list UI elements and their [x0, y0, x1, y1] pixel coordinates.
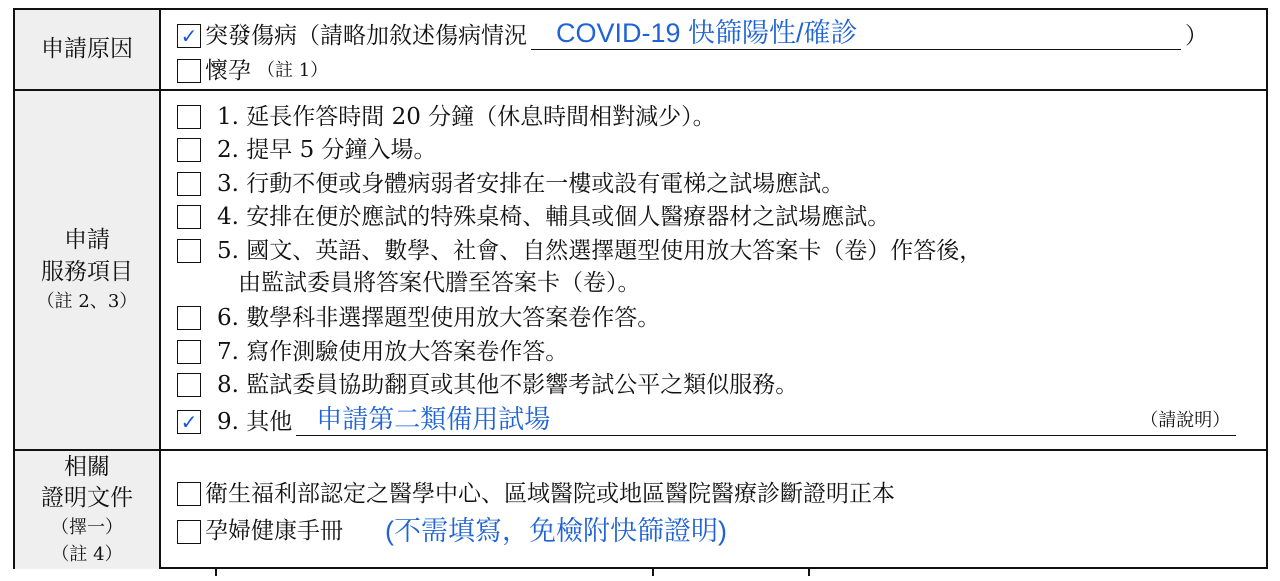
document-option-1-text: 衛生福利部認定之醫學中心、區域醫院或地區醫院醫療診斷證明正本 — [205, 480, 895, 507]
service-6-text: 6. 數學科非選擇題型使用放大答案卷作答。 — [217, 304, 661, 331]
document-option-2-handwritten-note: (不需填寫，免檢附快篩證明) — [385, 516, 727, 546]
service-8-checkbox[interactable] — [177, 373, 201, 397]
services-row — [15, 91, 1266, 451]
bottom-table-tick — [808, 568, 810, 576]
service-9-filled-text: 申請第二類備用試場 — [316, 404, 551, 434]
documents-label-line4: （註 4） — [51, 544, 123, 566]
document-option-2-checkbox[interactable] — [177, 520, 201, 544]
service-7-checkbox[interactable] — [177, 340, 201, 364]
service-2-checkbox[interactable] — [177, 138, 201, 162]
service-5-text: 5. 國文、英語、數學、社會、自然選擇題型使用放大答案卡（卷）作答後， — [217, 237, 983, 264]
reason-label-cell — [15, 10, 161, 89]
services-label-line2: 服務項目 — [41, 258, 133, 285]
service-9-text: 9. 其他 — [217, 408, 293, 435]
documents-label-line1: 相關 — [64, 453, 110, 480]
application-form-table — [13, 8, 1268, 569]
documents-content-cell — [161, 451, 1266, 569]
pregnancy-label: 懷孕 — [205, 57, 251, 84]
service-5-checkbox[interactable] — [177, 239, 201, 263]
documents-row — [15, 451, 1266, 569]
service-2-text: 2. 提早 5 分鐘入場。 — [217, 136, 437, 163]
sudden-illness-close-paren: ） — [1185, 22, 1208, 49]
documents-label-line2: 證明文件 — [41, 485, 133, 511]
services-label-note: （註 2、3） — [36, 290, 138, 312]
services-content-cell — [161, 91, 1266, 449]
service-3-text: 3. 行動不便或身體病弱者安排在一樓或設有電梯之試場應試。 — [217, 170, 845, 197]
services-label-cell — [15, 91, 161, 449]
service-1-text: 1. 延長作答時間 20 分鐘（休息時間相對減少）。 — [217, 103, 716, 130]
bottom-table-tick — [652, 568, 654, 576]
service-9-note: （請說明） — [1140, 410, 1231, 431]
service-6-checkbox[interactable] — [177, 306, 201, 330]
service-3-checkbox[interactable] — [177, 172, 201, 196]
bottom-table-tick — [215, 568, 217, 576]
sudden-illness-checkbox[interactable]: ✓ — [177, 24, 201, 48]
reason-content-cell — [161, 10, 1266, 89]
pregnancy-note: （註 1） — [257, 60, 329, 81]
service-1-checkbox[interactable] — [177, 105, 201, 129]
pregnancy-checkbox[interactable] — [177, 59, 201, 83]
sudden-illness-filled-text: COVID-19 快篩陽性/確診 — [556, 18, 858, 48]
document-option-2-text: 孕婦健康手冊 — [205, 518, 343, 544]
documents-label-cell — [15, 451, 161, 569]
services-label-line1: 申請 — [64, 227, 110, 254]
documents-label-line3: （擇一） — [51, 517, 123, 539]
sudden-illness-description-field[interactable] — [531, 18, 1181, 50]
service-4-text: 4. 安排在便於應試的特殊桌椅、輔具或個人醫療器材之試場應試。 — [217, 203, 891, 230]
service-7-text: 7. 寫作測驗使用放大答案卷作答。 — [217, 338, 569, 365]
reason-label: 申請原因 — [41, 35, 133, 62]
service-9-checkbox[interactable]: ✓ — [177, 410, 201, 434]
service-5-continuation-text: 由監試委員將答案代謄至答案卡（卷）。 — [238, 270, 641, 296]
service-9-description-field[interactable] — [296, 404, 1236, 436]
reason-row — [15, 10, 1266, 91]
service-8-text: 8. 監試委員協助翻頁或其他不影響考試公平之類似服務。 — [217, 371, 799, 398]
service-4-checkbox[interactable] — [177, 205, 201, 229]
document-option-1-checkbox[interactable] — [177, 482, 201, 506]
sudden-illness-label: 突發傷病（請略加敘述傷病情況 — [205, 22, 527, 49]
